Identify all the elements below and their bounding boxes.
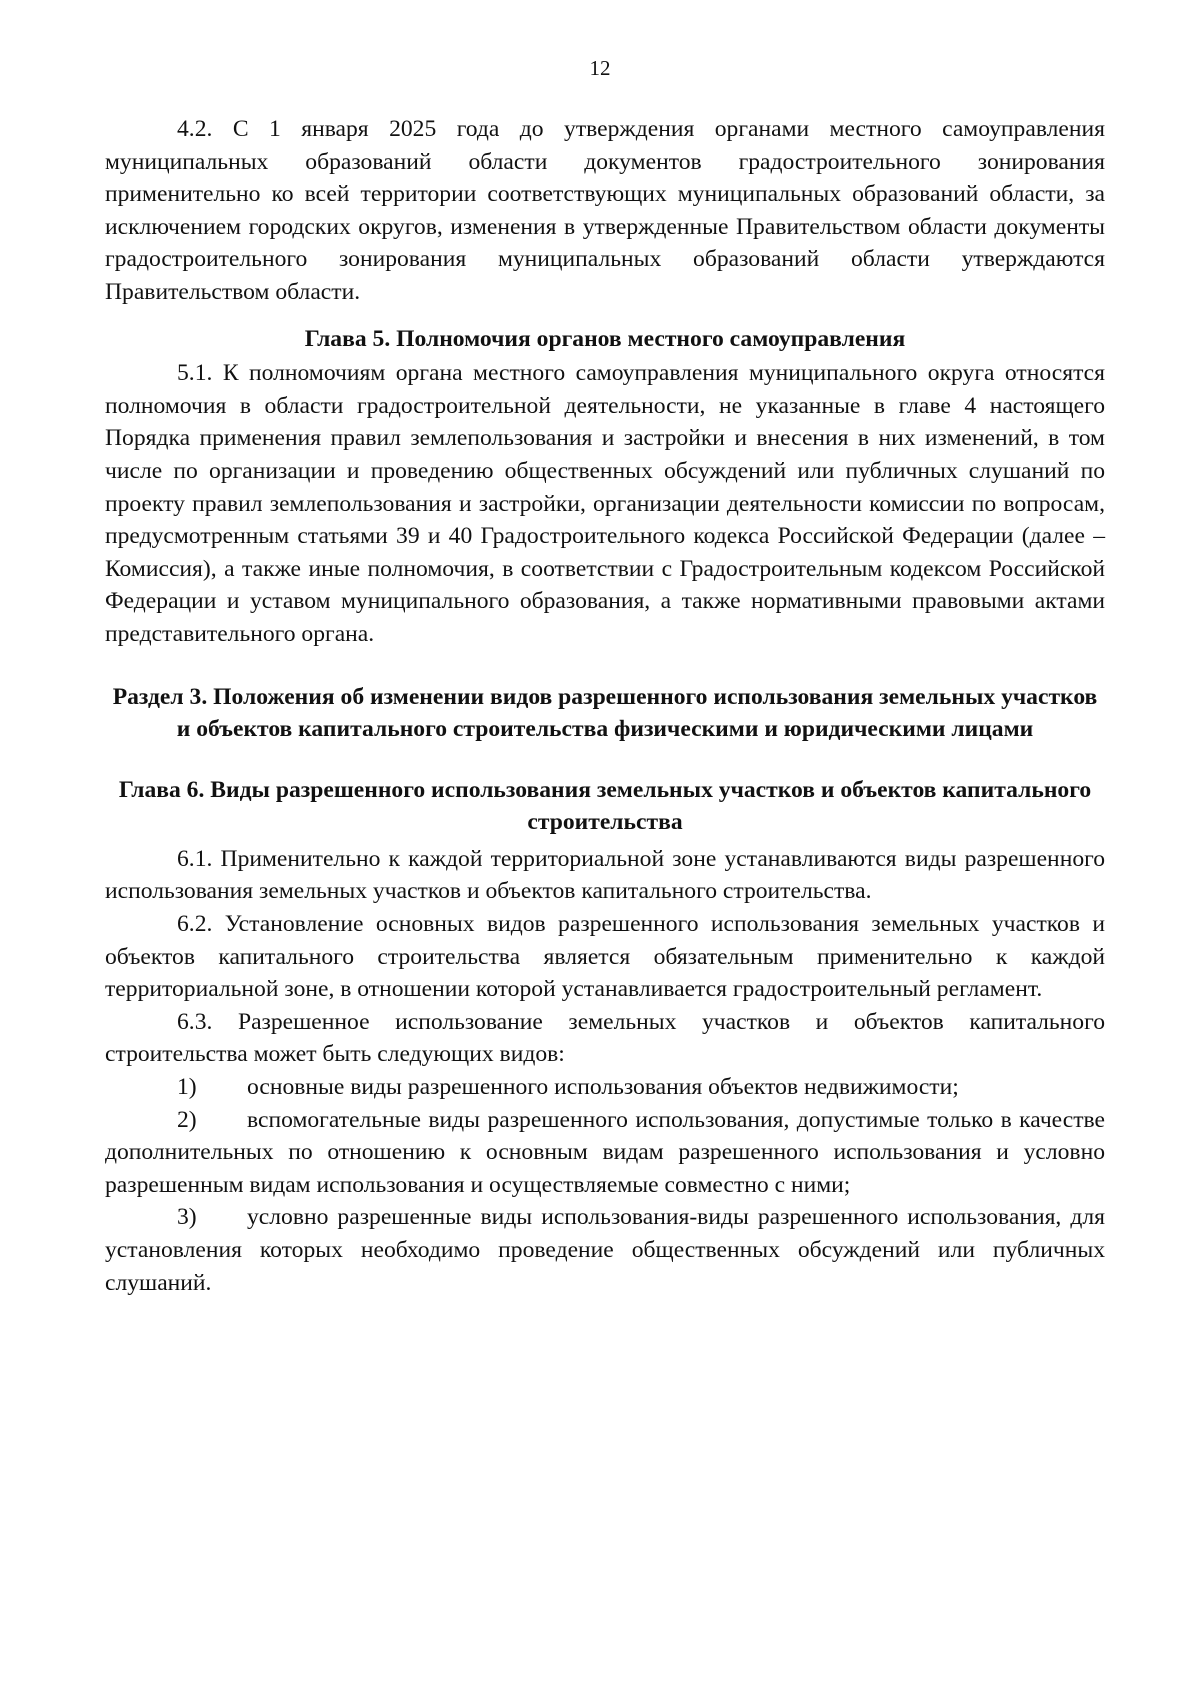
list-item <box>105 1201 1105 1299</box>
list-item-number: 3) <box>177 1204 197 1231</box>
list-item-number: 1) <box>177 1074 197 1101</box>
document-body <box>105 113 1105 1299</box>
list-item-text: вспомогательные виды разрешенного использования, допустимые только в качестве дополнительных по отношению к основным видам разрешенного использования и условно разрешенным видам использования и осуществляемые совместно с ними; <box>105 1106 1105 1198</box>
list-item-text: условно разрешенные виды использования-виды разрешенного использования, для установления которых необходимо проведение общественных обсуждений или публичных слушаний. <box>105 1204 1105 1296</box>
list-item-text: основные виды разрешенного использования объектов недвижимости; <box>247 1074 959 1101</box>
section-3-heading: Раздел 3. Положения об изменении видов разрешенного использования земельных участков и объектов капитального строительства физическими и юридическими лицами <box>112 683 1098 743</box>
paragraph-5-1: 5.1. К полномочиям органа местного самоуправления муниципального округа относятся полномочия в области градостроительной деятельности, не указанные в главе 4 настоящего Порядка применения правил землепользования и застройки и внесения в них изменений, в том числе по организации и проведению общественных обсуждений или публичных слушаний по проекту правил землепользования и застройки, организации деятельности комиссии по вопросам, предусмотренным статьями 39 и 40 Градостроительного кодекса Российской Федерации (далее – Комиссия), а также иные полномочия, в соответствии с Градостроительным кодексом Российской Федерации и уставом муниципального образования, а также нормативными правовыми актами представительного органа. <box>105 360 1105 647</box>
paragraph-6-2: 6.2. Установление основных видов разрешенного использования земельных участков и объектов капитального строительства является обязательным применительно к каждой территориальной зоне, в отношении которой устанавливается градостроительный регламент. <box>105 911 1105 1003</box>
chapter-6-heading: Глава 6. Виды разрешенного использования земельных участков и объектов капитального строительства <box>118 776 1092 836</box>
paragraph-6-1: 6.1. Применительно к каждой территориальной зоне устанавливаются виды разрешенного использования земельных участков и объектов капитального строительства. <box>105 845 1105 905</box>
paragraph-4-2: 4.2. С 1 января 2025 года до утверждения органами местного самоуправления муниципальных образований области документов градостроительного зонирования применительно ко всей территории соответствующих муниципальных образований области, за исключением городских округов, изменения в утвержденные Правительством области документы градостроительного зонирования муниципальных образований области утверждаются Правительством области. <box>105 116 1105 305</box>
list-item-number: 2) <box>177 1106 197 1133</box>
page-number: 12 <box>589 56 611 80</box>
list-item <box>105 1104 1105 1202</box>
chapter-5-heading: Глава 5. Полномочия органов местного самоуправления <box>304 325 906 352</box>
list-item <box>105 1071 1105 1104</box>
paragraph-6-3: 6.3. Разрешенное использование земельных участков и объектов капитального строительства может быть следующих видов: <box>105 1008 1105 1068</box>
